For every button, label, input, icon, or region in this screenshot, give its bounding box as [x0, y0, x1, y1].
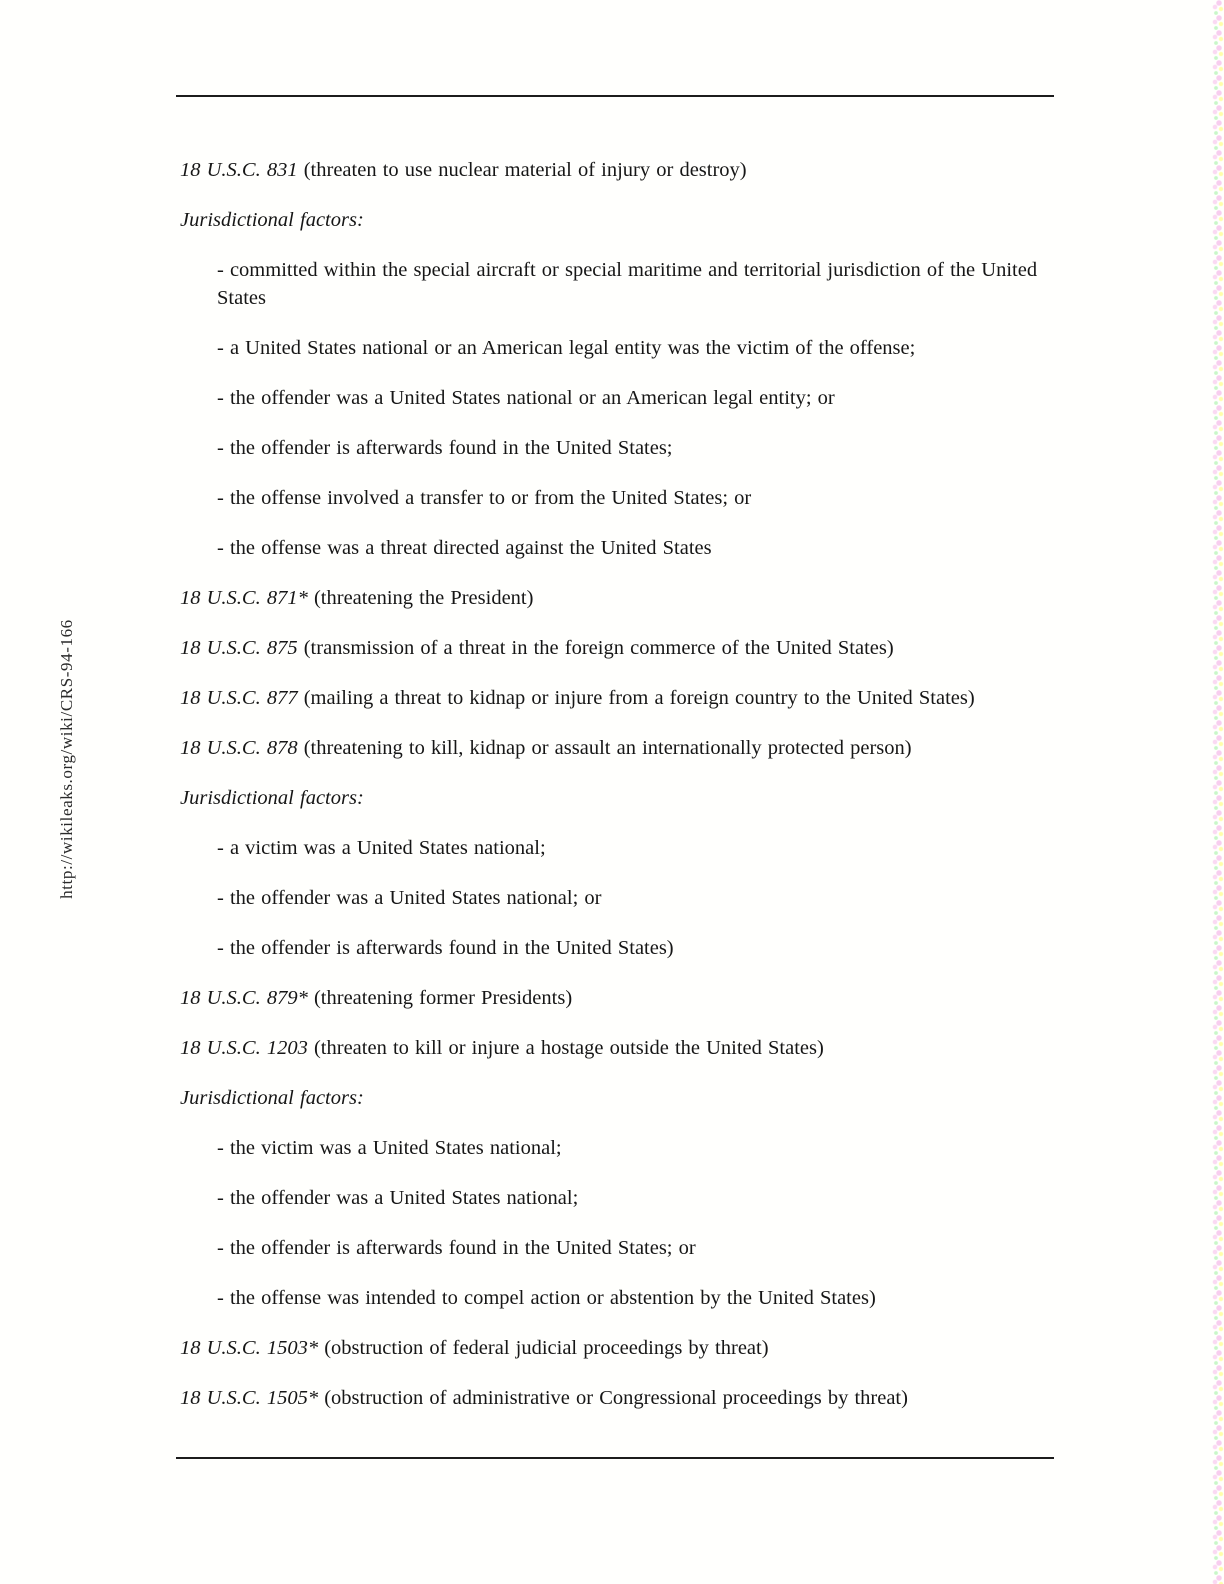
jurisdictional-factor-item: - the offender is afterwards found in the United States;: [217, 437, 673, 459]
statute-citation: [180, 1034, 1060, 1062]
statute-description: (mailing a threat to kidnap or injure from a foreign country to the United States): [303, 687, 975, 709]
jurisdictional-factor-item: - committed within the special aircraft or special maritime and territorial jurisdiction of the United States: [217, 259, 1038, 309]
jurisdictional-factor-item: - the offender is afterwards found in the United States): [217, 937, 674, 959]
jurisdictional-factor-item: - a United States national or an American legal entity was the victim of the offense;: [217, 337, 916, 359]
jurisdictional-factor-item: - the offender was a United States national; or: [217, 887, 602, 909]
statute-description: (obstruction of administrative or Congressional proceedings by threat): [324, 1387, 908, 1409]
statute-number: 18 U.S.C. 878: [180, 737, 298, 759]
statute-number: 18 U.S.C. 877: [180, 687, 298, 709]
statute-number: 18 U.S.C. 871*: [180, 587, 308, 609]
jurisdictional-factor-item: - the victim was a United States national;: [217, 1137, 562, 1159]
document-body: [180, 156, 1060, 1434]
statute-citation: [180, 684, 1060, 712]
jurisdictional-factor-item: - the offense was intended to compel action or abstention by the United States): [217, 1287, 876, 1309]
jurisdictional-factor-item: - a victim was a United States national;: [217, 837, 546, 859]
statute-description: (transmission of a threat in the foreign commerce of the United States): [303, 637, 894, 659]
statute-description: (threaten to use nuclear material of injury or destroy): [303, 159, 747, 181]
jurisdictional-factor-item: - the offender was a United States national;: [217, 1187, 579, 1209]
jurisdictional-factor-item: - the offender was a United States national or an American legal entity; or: [217, 387, 835, 409]
jurisdictional-factor-item: - the offender is afterwards found in the United States; or: [217, 1237, 696, 1259]
statute-citation: [180, 734, 1060, 762]
statute-description: (threatening former Presidents): [313, 987, 573, 1009]
top-rule: [176, 95, 1054, 97]
jurisdictional-factors-heading: Jurisdictional factors:: [180, 209, 364, 231]
statute-number: 18 U.S.C. 1503*: [180, 1337, 319, 1359]
statute-number: 18 U.S.C. 831: [180, 159, 298, 181]
statute-number: 18 U.S.C. 1505*: [180, 1387, 319, 1409]
statute-citation: [180, 984, 1060, 1012]
statute-citation: [180, 634, 1060, 662]
statute-description: (obstruction of federal judicial proceedings by threat): [324, 1337, 769, 1359]
jurisdictional-factors-heading: Jurisdictional factors:: [180, 787, 364, 809]
statute-number: 18 U.S.C. 875: [180, 637, 298, 659]
statute-citation: [180, 156, 1060, 184]
statute-description: (threaten to kill or injure a hostage outside the United States): [313, 1037, 824, 1059]
statute-number: 18 U.S.C. 879*: [180, 987, 308, 1009]
jurisdictional-factor-item: - the offense was a threat directed against the United States: [217, 537, 712, 559]
statute-description: (threatening the President): [313, 587, 534, 609]
edge-watermark-pattern: [1211, 0, 1224, 1584]
sidebar-source-url: http://wikileaks.org/wiki/CRS-94-166: [57, 619, 76, 899]
jurisdictional-factor-item: - the offense involved a transfer to or from the United States; or: [217, 487, 752, 509]
statute-citation: [180, 1384, 1060, 1412]
statute-number: 18 U.S.C. 1203: [180, 1037, 308, 1059]
statute-citation: [180, 584, 1060, 612]
bottom-rule: [176, 1457, 1054, 1459]
statute-description: (threatening to kill, kidnap or assault an internationally protected person): [303, 737, 912, 759]
statute-citation: [180, 1334, 1060, 1362]
jurisdictional-factors-heading: Jurisdictional factors:: [180, 1087, 364, 1109]
